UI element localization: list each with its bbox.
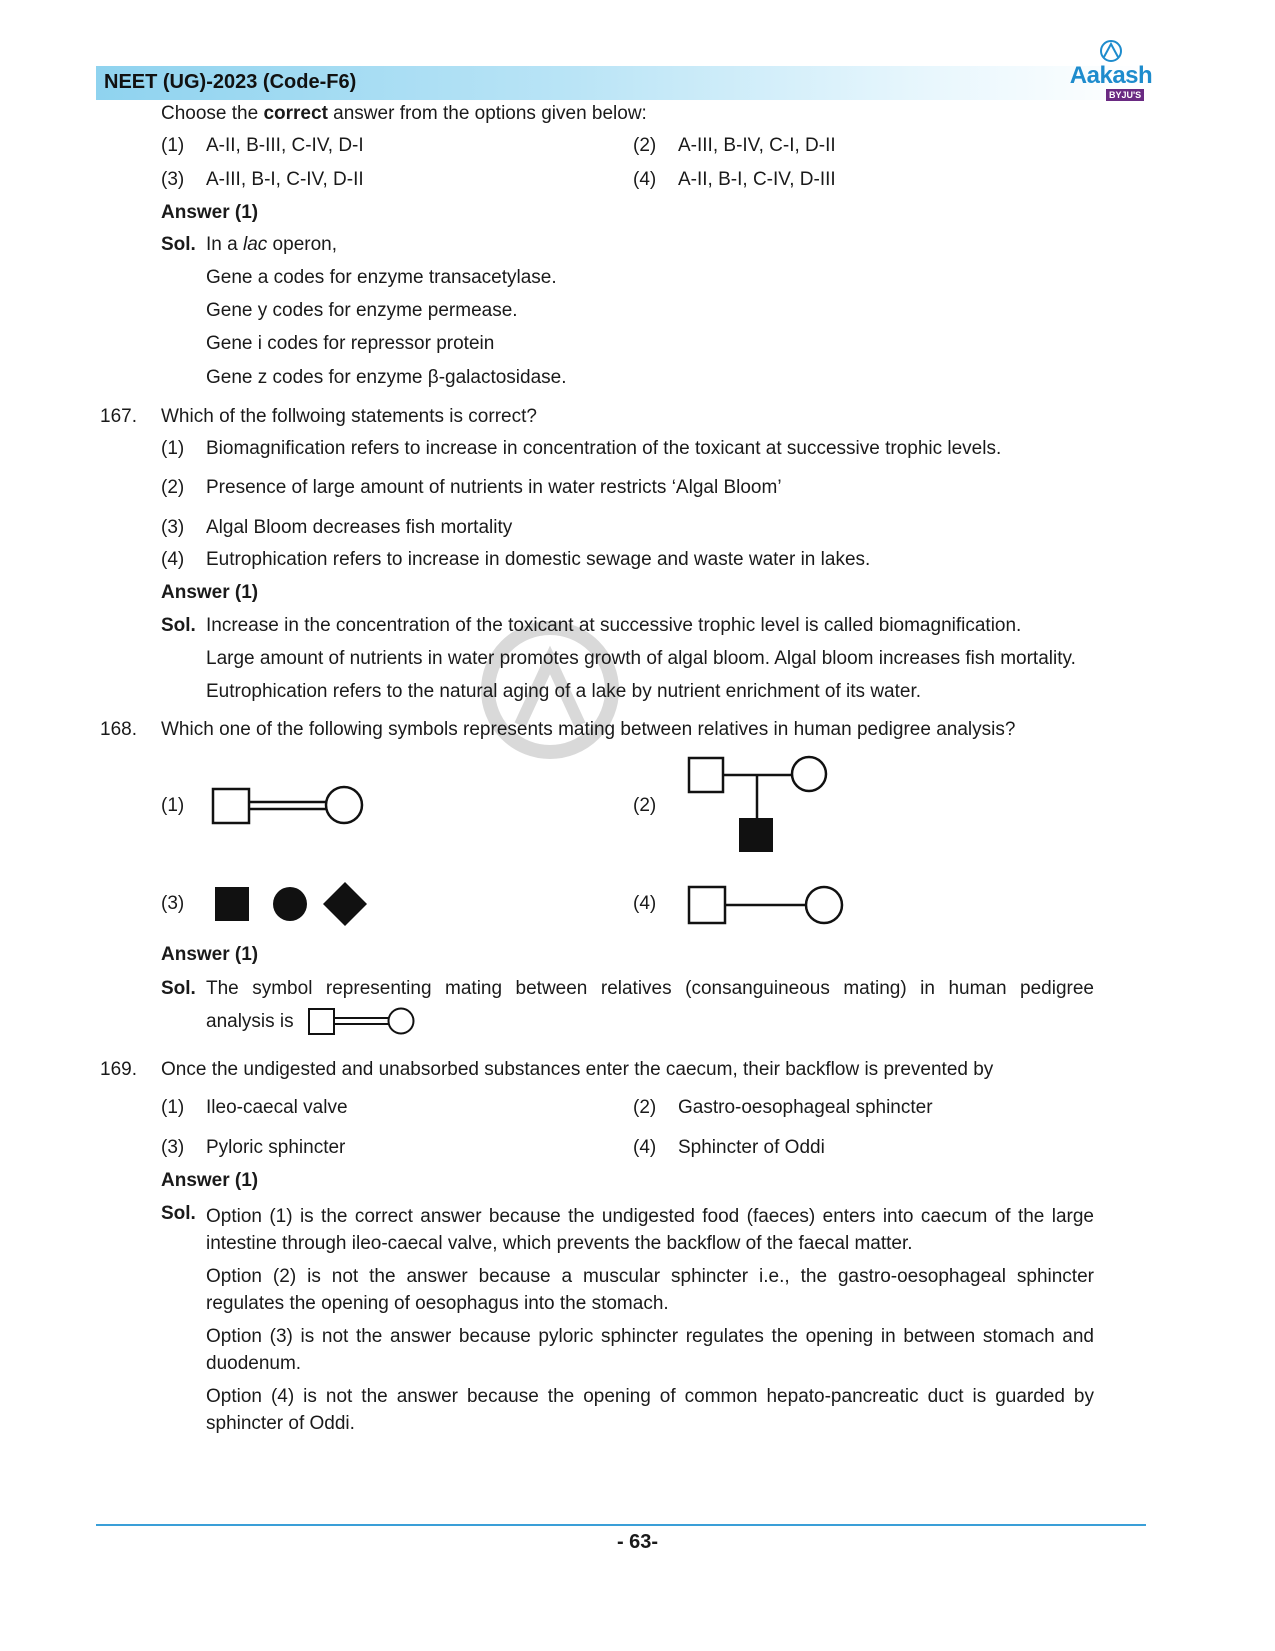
- q166-option-text: A-III, B-I, C-IV, D-II: [206, 169, 364, 190]
- q166-prompt: [161, 103, 647, 125]
- q169-sol-para: Option (3) is not the answer because pyloric sphincter regulates the opening in between stomach and duodenum.: [206, 1326, 1094, 1374]
- q169-question: Once the undigested and unabsorbed substances enter the caecum, their backflow is prevented by: [161, 1059, 994, 1080]
- q167-sol-line: Increase in the concentration of the toxicant at successive trophic level is called biomagnification.: [206, 615, 1022, 636]
- q167-number: 167.: [100, 406, 137, 427]
- q166-option-num: (4): [633, 169, 657, 190]
- q168-sol-line: analysis is: [206, 1011, 294, 1032]
- q167-question: Which of the follwoing statements is correct?: [161, 406, 537, 427]
- q166-sol-intro-italic: lac: [242, 234, 268, 255]
- q166-sol-line: Gene z codes for enzyme β-galactosidase.: [206, 367, 567, 388]
- q166-prompt-pre: Choose the: [161, 103, 264, 124]
- footer-rule: [96, 1524, 1146, 1526]
- q166-option-num: (3): [161, 169, 185, 190]
- page-header-title: NEET (UG)-2023 (Code-F6): [104, 71, 357, 93]
- affected-individuals-symbol: [212, 880, 372, 928]
- q168-sol-line: The symbol representing mating between relatives (consanguineous mating) in human pedigree: [206, 978, 1094, 999]
- q167-option-text: Biomagnification refers to increase in concentration of the toxicant at successive trophic levels.: [206, 438, 1002, 459]
- q169-sol-label: Sol.: [161, 1203, 196, 1224]
- logo-text: Aakash: [1069, 62, 1153, 89]
- q168-option-num: (2): [633, 795, 657, 816]
- q169-sol-para: Option (2) is not the answer because a muscular sphincter i.e., the gastro-oesophageal sphincter regulates the opening of oesophagus into the stomach.: [206, 1266, 1094, 1314]
- q168-option-num: (4): [633, 893, 657, 914]
- logo-byjus-badge: BYJU'S: [1106, 89, 1144, 101]
- q167-option-num: (4): [161, 549, 185, 570]
- q166-sol-intro-pre: In a: [206, 234, 243, 255]
- q167-option-num: (3): [161, 517, 185, 538]
- watermark-logo-icon: [430, 600, 930, 1080]
- consanguineous-mating-symbol-small: [307, 1006, 417, 1038]
- q166-option-text: A-III, B-IV, C-I, D-II: [678, 135, 836, 156]
- q166-sol-intro-post: operon,: [267, 234, 338, 255]
- q169-option-text: Ileo-caecal valve: [206, 1097, 348, 1118]
- q168-option-num: (1): [161, 795, 185, 816]
- q166-sol-line: Gene i codes for repressor protein: [206, 333, 495, 354]
- q168-question: Which one of the following symbols represents mating between relatives in human pedigree analysis?: [161, 719, 1016, 740]
- q166-option-num: (2): [633, 135, 657, 156]
- q167-option-num: (2): [161, 477, 185, 498]
- q167-sol-line: Large amount of nutrients in water promotes growth of algal bloom. Algal bloom increases fish mortality.: [206, 648, 1076, 669]
- q169-answer: Answer (1): [161, 1170, 259, 1191]
- q167-sol-label: Sol.: [161, 615, 196, 636]
- parents-offspring-symbol: [686, 754, 831, 856]
- watermark: [430, 600, 930, 1080]
- marriage-line-symbol: [686, 883, 848, 927]
- q169-option-num: (3): [161, 1137, 185, 1158]
- q166-answer: Answer (1): [161, 202, 259, 223]
- q166-prompt-bold: correct: [263, 103, 328, 124]
- q169-option-num: (2): [633, 1097, 657, 1118]
- q166-option-text: A-II, B-I, C-IV, D-III: [678, 169, 836, 190]
- q169-sol-para: Option (1) is the correct answer because the undigested food (faeces) enters into caecum of the large intestine through ileo-caecal valve, which prevents the backflow of the faecal matter.: [206, 1206, 1094, 1254]
- q167-option-text: Algal Bloom decreases fish mortality: [206, 517, 513, 538]
- page-number: - 63-: [616, 1531, 659, 1553]
- consanguineous-mating-symbol: [210, 784, 365, 828]
- aakash-logo: [1066, 40, 1156, 102]
- q166-sol-label: Sol.: [161, 234, 196, 255]
- q166-sol-line: Gene y codes for enzyme permease.: [206, 300, 518, 321]
- q166-option-num: (1): [161, 135, 185, 156]
- aakash-logo-icon: [1066, 40, 1156, 64]
- q169-option-num: (4): [633, 1137, 657, 1158]
- q167-option-num: (1): [161, 438, 185, 459]
- q168-answer: Answer (1): [161, 944, 259, 965]
- q168-number: 168.: [100, 719, 137, 740]
- q169-option-text: Pyloric sphincter: [206, 1137, 346, 1158]
- q169-option-text: Sphincter of Oddi: [678, 1137, 825, 1158]
- q167-option-text: Eutrophication refers to increase in domestic sewage and waste water in lakes.: [206, 549, 871, 570]
- q166-sol-line: Gene a codes for enzyme transacetylase.: [206, 267, 557, 288]
- q168-sol-label: Sol.: [161, 978, 196, 999]
- q169-option-num: (1): [161, 1097, 185, 1118]
- q167-option-text: Presence of large amount of nutrients in water restricts ‘Algal Bloom’: [206, 477, 782, 498]
- q167-answer: Answer (1): [161, 582, 259, 603]
- q169-number: 169.: [100, 1059, 137, 1080]
- q166-sol-intro: [206, 234, 337, 256]
- q166-option-text: A-II, B-III, C-IV, D-I: [206, 135, 364, 156]
- q169-sol-para: Option (4) is not the answer because the opening of common hepato-pancreatic duct is guarded by sphincter of Oddi.: [206, 1386, 1094, 1434]
- q169-option-text: Gastro-oesophageal sphincter: [678, 1097, 933, 1118]
- q167-sol-line: Eutrophication refers to the natural aging of a lake by nutrient enrichment of its water.: [206, 681, 922, 702]
- q166-prompt-post: answer from the options given below:: [327, 103, 647, 124]
- q168-option-num: (3): [161, 893, 185, 914]
